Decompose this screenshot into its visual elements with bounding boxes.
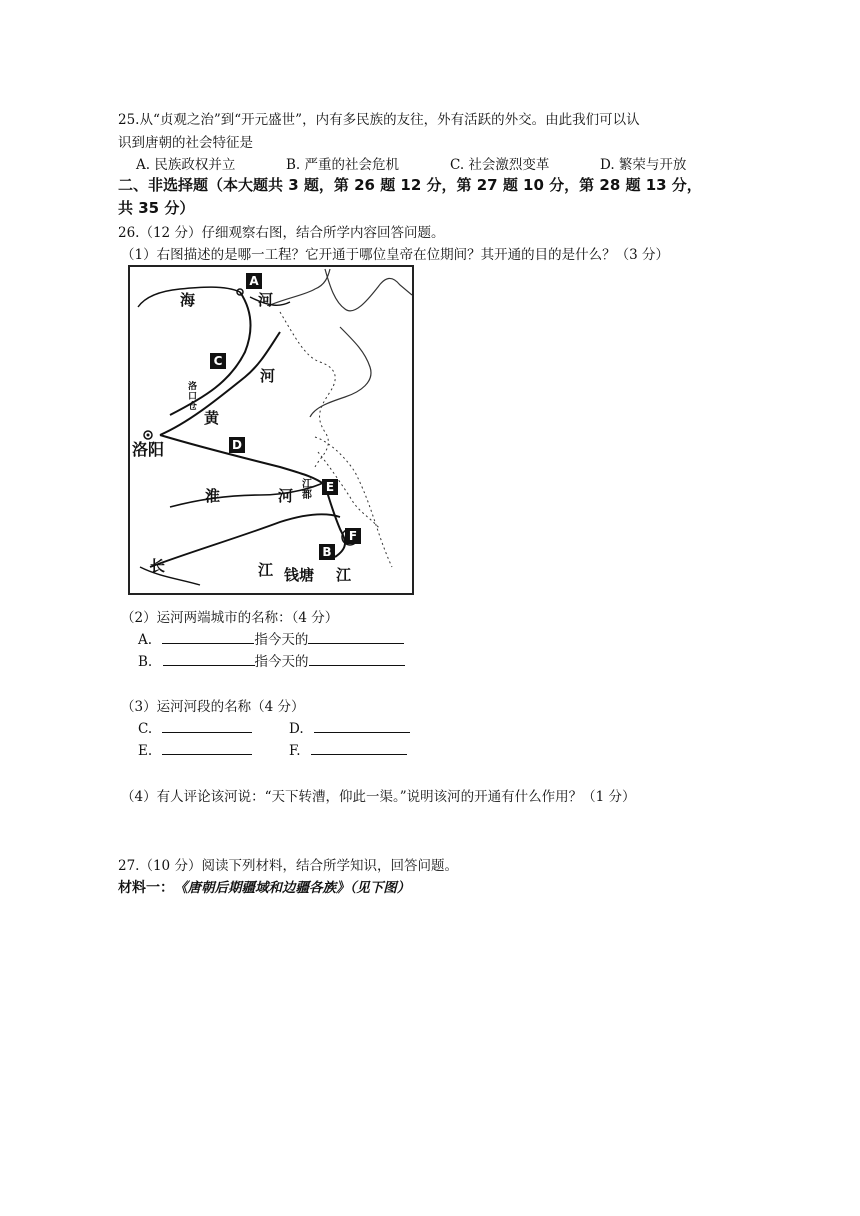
blank-a-ancient[interactable]	[162, 629, 254, 644]
map-marker-e: E	[322, 479, 338, 495]
q26-sub1: （1）右图描述的是哪一工程？它开通于哪位皇帝在位期间？其开通的目的是什么？（3 分）	[121, 247, 669, 263]
q25-line1: 25.从“贞观之治”到“开元盛世”，内有多民族的友往，外有活跃的外交。由此我们可以认	[118, 112, 640, 128]
section2-heading-line1: 二、非选择题（本大题共 3 题，第 26 题 12 分，第 27 题 10 分，第 28 题 13 分，	[118, 176, 702, 194]
q26-row-e	[138, 740, 252, 759]
blank-e[interactable]	[162, 740, 252, 755]
q26-row-c	[138, 718, 252, 737]
q26-row-b	[138, 650, 405, 670]
q25-option-b: B. 严重的社会危机	[286, 157, 400, 173]
row-a-label: A.	[138, 632, 153, 648]
row-b-mid: 指今天的	[254, 654, 309, 670]
row-f-label: F.	[289, 743, 301, 759]
q27-material1	[118, 876, 410, 897]
row-a-mid: 指今天的	[254, 632, 309, 648]
shandong-coast	[310, 327, 371, 417]
shore-dotted-1	[280, 312, 335, 467]
q27-title: 27.（10 分）阅读下列材料，结合所学知识，回答问题。	[118, 858, 458, 874]
blank-a-modern[interactable]	[308, 629, 404, 644]
map-label-he3: 河	[278, 487, 294, 505]
map-label-qiantang: 钱塘	[284, 566, 315, 584]
q25-option-d: D. 繁荣与开放	[600, 157, 687, 173]
map-label-jiangdu: 江都	[302, 479, 312, 501]
q25-option-a: A. 民族政权并立	[136, 157, 236, 173]
map-marker-c: C	[210, 353, 226, 369]
blank-d[interactable]	[314, 718, 410, 733]
blank-f[interactable]	[311, 740, 407, 755]
yangtze-river	[150, 514, 340, 567]
row-e-label: E.	[138, 743, 153, 759]
map-label-he1: 河	[258, 291, 274, 309]
map-label-jiang2: 江	[336, 566, 352, 584]
map-marker-f: F	[345, 528, 361, 544]
blank-b-modern[interactable]	[309, 651, 405, 666]
row-d-label: D.	[289, 721, 304, 737]
map-label-jiang1: 江	[258, 561, 274, 579]
map-marker-b: B	[319, 544, 335, 560]
row-c-label: C.	[138, 721, 153, 737]
map-label-chang: 长	[150, 557, 166, 575]
map-label-he2: 河	[260, 367, 276, 385]
q26-sub2: （2）运河两端城市的名称：（4 分）	[121, 610, 339, 626]
material1-label: 材料一：	[118, 880, 174, 896]
q26-row-f	[289, 740, 407, 759]
coastline-north	[325, 269, 412, 311]
q26-title: 26.（12 分）仔细观察右图，结合所学内容回答问题。	[118, 225, 445, 241]
map-label-huai: 淮	[205, 487, 221, 505]
map-label-huang: 黄	[204, 409, 220, 427]
q26-row-a	[138, 628, 404, 648]
section2-heading-line2: 共 35 分）	[118, 199, 195, 217]
q26-row-d	[289, 718, 410, 737]
canal-map-svg	[130, 267, 412, 593]
q25-line2: 识到唐朝的社会特征是	[118, 135, 253, 151]
coastline-bohai	[270, 269, 330, 305]
map-marker-a: A	[246, 273, 262, 289]
blank-c[interactable]	[162, 718, 252, 733]
material1-text: 《唐朝后期疆域和边疆各族》（见下图）	[174, 880, 411, 896]
river-southwest	[140, 567, 200, 585]
map-label-hai: 海	[180, 291, 196, 309]
grand-canal-map	[128, 265, 414, 595]
row-b-label: B.	[138, 654, 153, 670]
q26-sub4: （4）有人评论该河说：“天下转漕，仰此一渠。”说明该河的开通有什么作用？（1 分）	[121, 789, 636, 805]
q25-option-c: C. 社会激烈变革	[450, 157, 550, 173]
map-marker-d: D	[229, 437, 245, 453]
q26-sub3: （3）运河河段的名称（4 分）	[121, 699, 305, 715]
map-label-luoyang: 洛阳	[132, 440, 165, 459]
map-label-luokoucang: 洛口仓	[188, 382, 198, 412]
blank-b-ancient[interactable]	[163, 651, 255, 666]
